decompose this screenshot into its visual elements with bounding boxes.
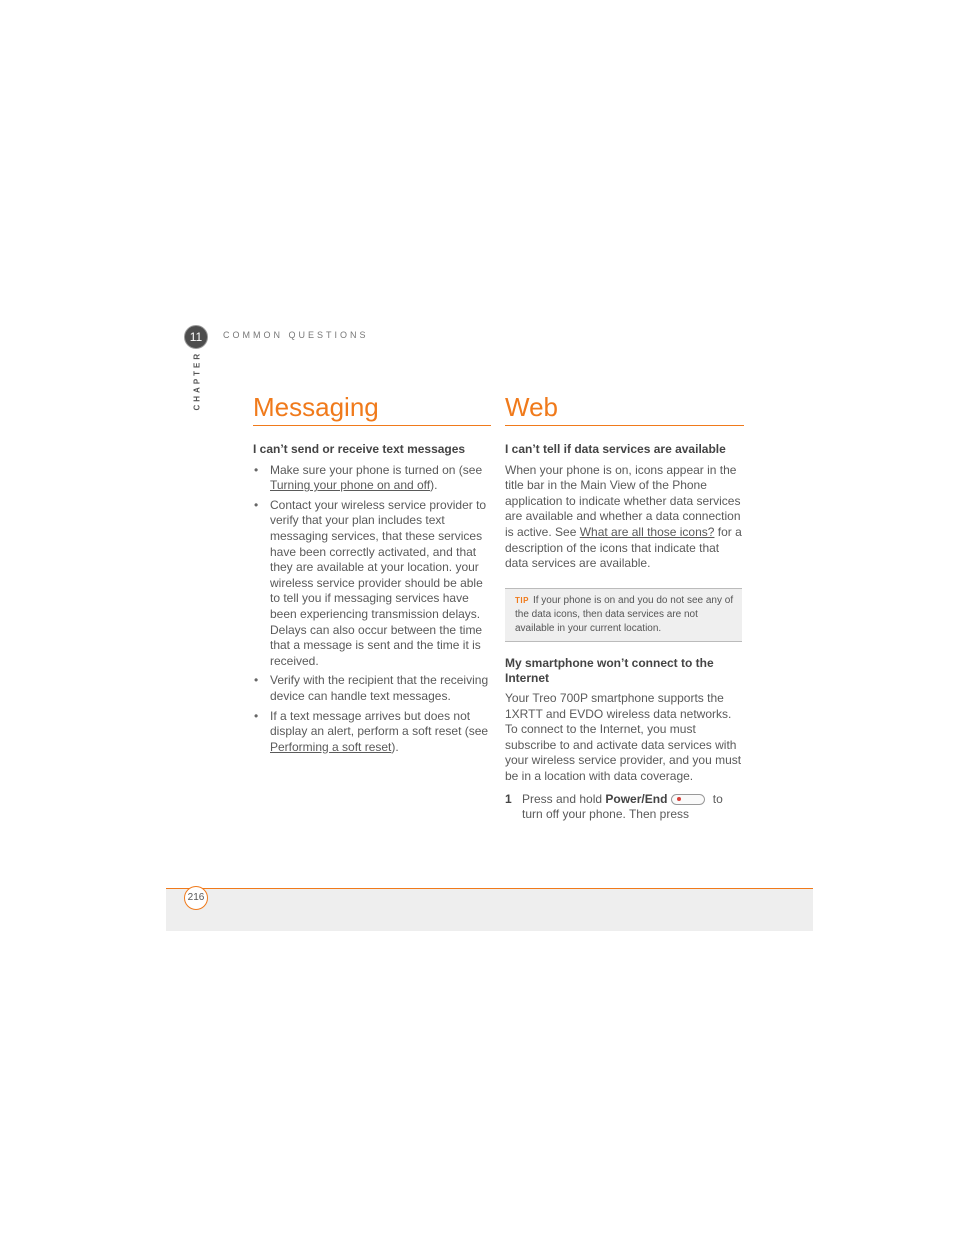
tip-label: TIP	[515, 595, 529, 605]
step-number: 1	[505, 791, 512, 806]
list-item: • Make sure your phone is turned on (see Turning your phone on and off).	[253, 463, 491, 494]
step-1: 1 Press and hold Power/End to turn off your phone. Then press	[505, 791, 723, 822]
messaging-body	[253, 442, 491, 759]
messaging-rule	[253, 425, 491, 426]
web-paragraph-internet: Your Treo 700P smartphone supports the 1XRTT and EVDO wireless data networks. To connect to the Internet, you must subscribe to and activate data services with your wireless service provider, and you must be in a location with data coverage.	[505, 690, 742, 783]
page-number: 216	[184, 886, 208, 910]
list-item: • If a text message arrives but does not display an alert, perform a soft reset (see Performing a soft reset).	[253, 709, 491, 756]
messaging-subhead: I can’t send or receive text messages	[253, 442, 466, 456]
link-turning-phone-on-off[interactable]: Turning your phone on and off	[270, 478, 431, 493]
footer-bar	[166, 888, 813, 931]
tip-box	[505, 588, 742, 642]
list-item: • Contact your wireless service provider to verify that your plan includes text messaging services, that these services have been correctly activated, and that they are available at your location. your wireless service provider should be able to tell you if messaging services have been experiencing transmission delays. Delays can also occur between the time that a message is sent and the time it is received.	[253, 498, 491, 670]
list-item: • Verify with the recipient that the receiving device can handle text messages.	[253, 673, 491, 704]
power-end-label: Power/End	[605, 791, 668, 806]
web-section	[505, 392, 744, 422]
messaging-section	[253, 392, 491, 422]
web-subhead-data-services: I can’t tell if data services are available	[505, 442, 726, 456]
web-rule	[505, 425, 744, 426]
web-body	[505, 442, 742, 823]
chapter-label: CHAPTER	[192, 350, 202, 411]
web-subhead-internet: My smartphone won’t connect to the Internet	[505, 655, 714, 686]
chapter-title: COMMON QUESTIONS	[223, 330, 369, 340]
chapter-number-badge: 11	[184, 325, 208, 349]
web-heading: Web	[505, 392, 558, 422]
messaging-heading: Messaging	[253, 392, 379, 422]
tip-text: If your phone is on and you do not see any of the data icons, then data services are not available in your current location.	[515, 594, 734, 634]
link-what-are-all-those-icons[interactable]: What are all those icons?	[579, 524, 715, 539]
power-end-key-icon	[671, 794, 705, 805]
link-performing-soft-reset[interactable]: Performing a soft reset	[270, 739, 392, 754]
web-paragraph-icons: When your phone is on, icons appear in the title bar in the Main View of the Phone application to indicate whether data services are available and whether a data connection is active. See What are all those icons? for a description of the icons that indicate that data services are available.	[505, 462, 742, 571]
messaging-bullet-list	[253, 463, 491, 756]
